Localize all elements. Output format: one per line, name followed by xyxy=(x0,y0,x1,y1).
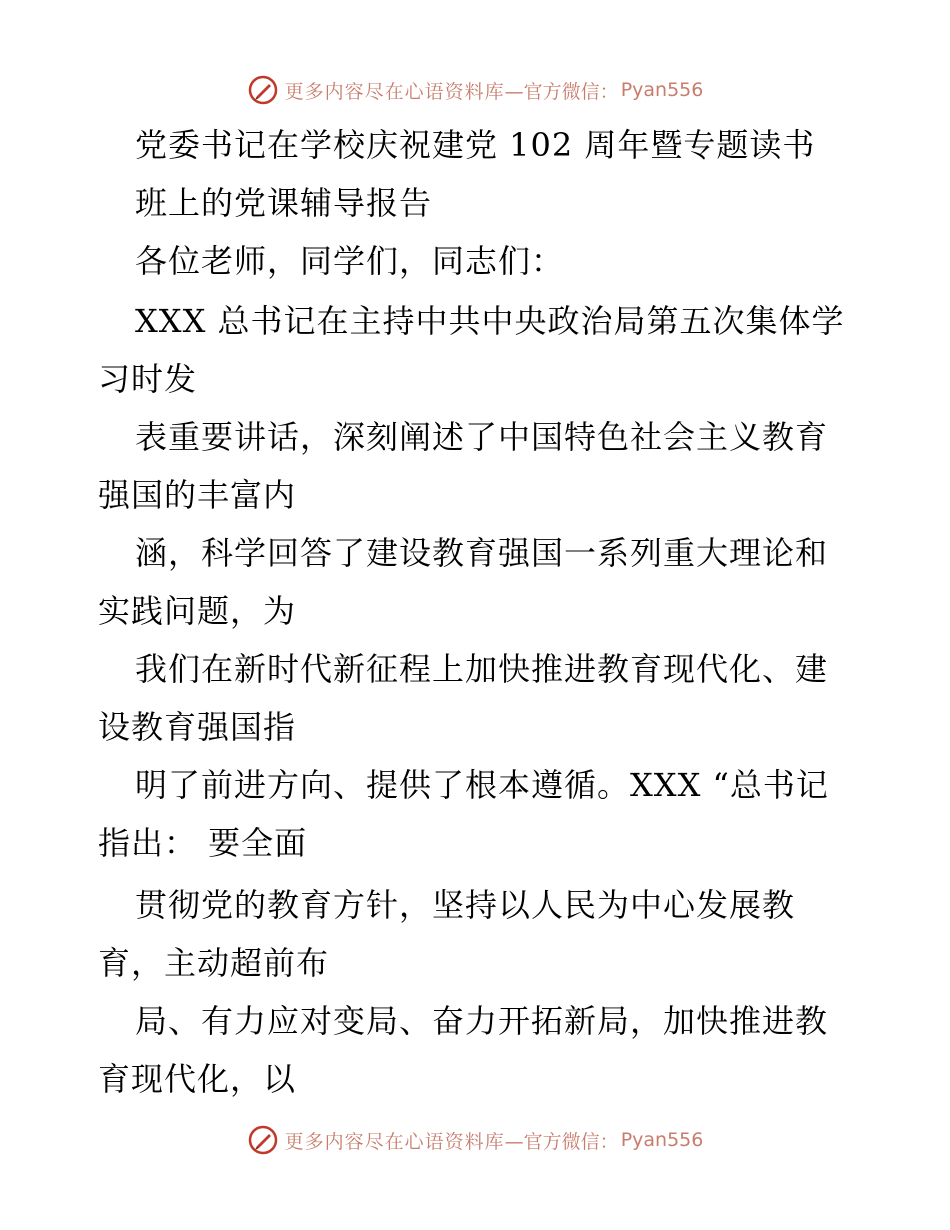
doc-text-line: 育现代化，以 xyxy=(98,1060,297,1098)
banner-sub-text: —官方微信： xyxy=(504,1130,619,1153)
banner-wechat-id: Pyan556 xyxy=(620,1129,704,1151)
doc-text-line: 明了前进方向、提供了根本遵循。XXX “总书记 xyxy=(135,766,829,804)
doc-text-line: 习时发 xyxy=(98,360,198,398)
doc-text-line: 指出： 要全面 xyxy=(98,824,308,862)
doc-greeting: 各位老师，同学们，同志们： xyxy=(135,242,565,280)
doc-title-line-2: 班上的党课辅导报告 xyxy=(135,184,433,222)
pen-logo-icon xyxy=(247,1124,279,1156)
pen-logo-icon xyxy=(247,74,279,106)
banner-sub-text: —官方微信： xyxy=(504,80,619,103)
doc-text-line: 实践问题，为 xyxy=(98,592,297,630)
doc-text-line: 我们在新时代新征程上加快推进教育现代化、建 xyxy=(135,650,829,688)
doc-text-line: XXX 总书记在主持中共中央政治局第五次集体学 xyxy=(135,302,845,340)
doc-text-line: 涵，科学回答了建设教育强国一系列重大理论和 xyxy=(135,534,829,572)
banner-main-text: 更多内容尽在心语资料库 xyxy=(284,1130,505,1153)
doc-text-line: 贯彻党的教育方针，坚持以人民为中心发展教 xyxy=(135,886,796,924)
banner-main-text: 更多内容尽在心语资料库 xyxy=(284,80,505,103)
doc-text-line: 育，主动超前布 xyxy=(98,944,330,982)
doc-text-line: 局、有力应对变局、奋力开拓新局，加快推进教 xyxy=(135,1002,829,1040)
footer-watermark-banner xyxy=(0,1120,950,1160)
doc-text-line: 设教育强国指 xyxy=(98,708,297,746)
header-watermark-banner xyxy=(0,70,950,110)
doc-text-line: 表重要讲话，深刻阐述了中国特色社会主义教育 xyxy=(135,418,829,456)
doc-text-line: 强国的丰富内 xyxy=(98,476,297,514)
banner-wechat-id: Pyan556 xyxy=(620,79,704,101)
doc-title-line-1: 党委书记在学校庆祝建党 102 周年暨专题读书 xyxy=(135,126,816,164)
